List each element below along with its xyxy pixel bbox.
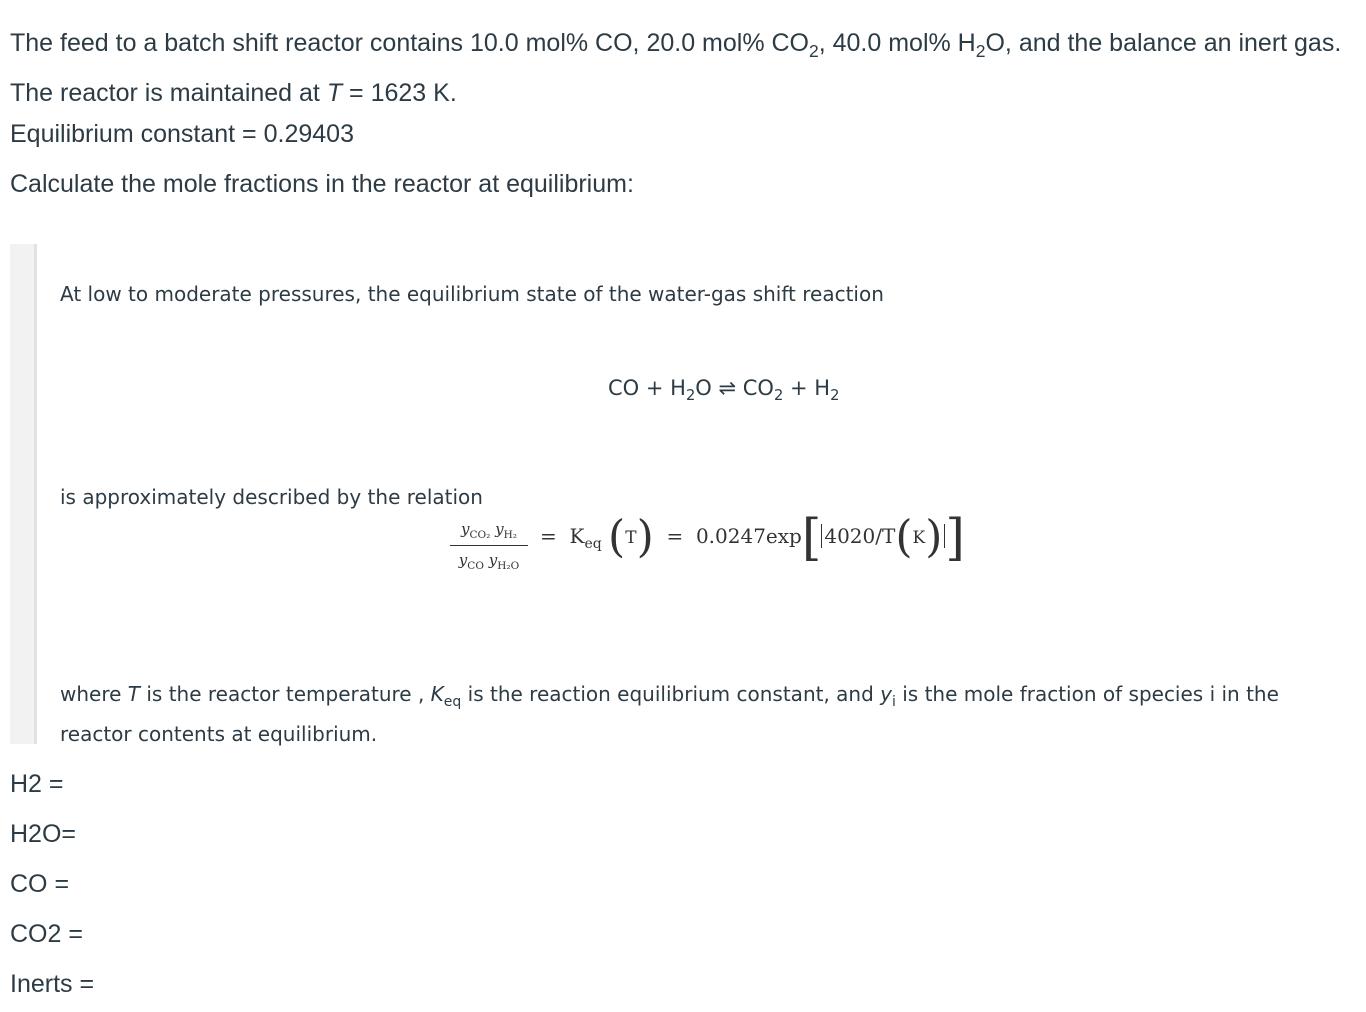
answer-h2-label: H2 =	[10, 770, 64, 798]
keq-relation: = $K_{eq}$ (T) = 0.0247exp[ 4020/T(K)]	[540, 508, 965, 567]
low-pressure-text: At low to moderate pressures, the equilibrium state of the water-gas shift reaction	[60, 282, 884, 306]
answer-inerts-label: Inerts =	[10, 970, 95, 998]
shift-reaction-equation: CO + $H_2O$ ⇌ $CO_2 + H_2$	[608, 376, 840, 405]
where-explanation: where T is the reactor temperature , $K_{eq}$ is the reaction equilibrium constant, and $y_i$ is the mole fraction of species i in the reactor contents at equilibrium.	[60, 682, 1279, 746]
answer-co2-label: CO2 =	[10, 920, 83, 948]
fraction-numerator: $y_{CO_2}$ $y_{H_2}$	[461, 520, 517, 541]
answer-co-label: CO =	[10, 870, 70, 898]
answer-h2o-label: H2O=	[10, 820, 77, 848]
problem-intro: The feed to a batch shift reactor contains 10.0 mol% CO, 20.0 mol% $CO_2$, 40.0 mol% $H_2O$, and the balance an inert gas. The reactor is maintained at T = 1623 K.	[10, 29, 1342, 107]
fraction-denominator: $y_{CO}$ $y_{H_2O}$	[458, 551, 520, 572]
equilibrium-constant-text: Equilibrium constant = 0.29403	[10, 120, 354, 148]
mole-fraction-ratio	[450, 520, 528, 572]
question-prompt: Calculate the mole fractions in the reactor at equilibrium:	[10, 170, 634, 198]
approx-text: is approximately described by the relation	[60, 485, 483, 509]
blockquote-bar	[10, 244, 37, 744]
reference-blockquote	[10, 244, 1350, 744]
